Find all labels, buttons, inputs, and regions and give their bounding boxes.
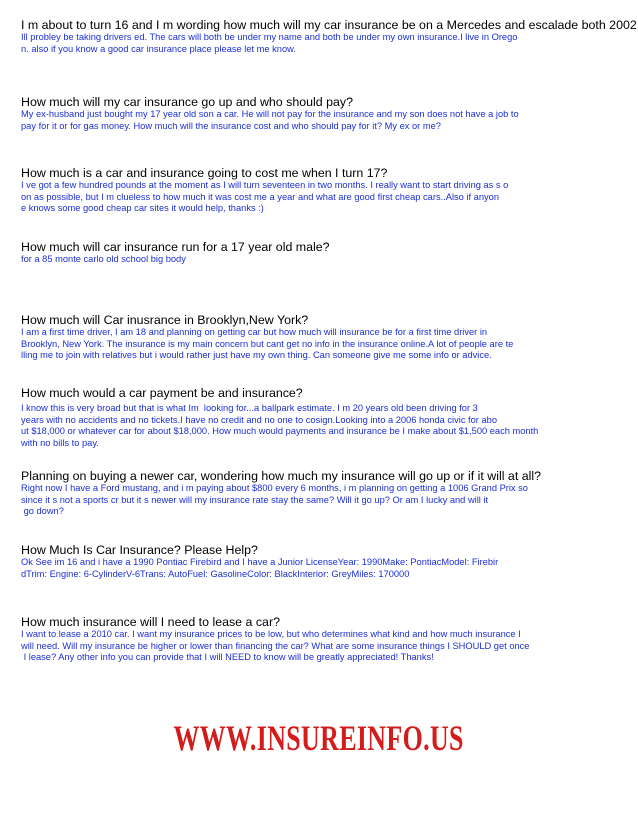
question-text: How much will car insurance run for a 17 year old male? (21, 240, 330, 254)
qa-entry-9 (21, 615, 638, 664)
answer-text: I am a first time driver, I am 18 and planning on getting car but how much will insurance be for a first time driver in Brooklyn, New York. The insurance is my main concern but cant get no info in the insurance online.A lot of people are te lling me to join with relatives but i would rather just have my own thing. Can someone give me some info or advice. (21, 327, 514, 360)
answer-text: Right now I have a Ford mustang, and i m paying about $800 every 6 months, i m planning on getting a 1006 Grand Prix so since it s not a sports cr but it s newer will my insurance rate stay the same? Will it go up? Or am I lucky and will it go down? (21, 483, 528, 516)
qa-entry-1 (21, 18, 638, 55)
question-text: How much insurance will I need to lease a car? (21, 615, 280, 629)
question-text: Planning on buying a newer car, wondering how much my insurance will go up or if it will at all? (21, 469, 541, 483)
answer-text: My ex-husband just bought my 17 year old son a car. He will not pay for the insurance and my son does not have a job to pay for it or for gas money. How much will the insurance cost and who should pay for it? My ex or me? (21, 109, 519, 131)
question-text: How much will my car insurance go up and who should pay? (21, 95, 353, 109)
answer-text: I ve got a few hundred pounds at the moment as I will turn seventeen in two months. I really want to start driving as s o on as possible, but I m clueless to how much it was cost me a year and what are good first cheap cars..Also if anyon e knows some good cheap car sites it would help, thanks :) (21, 180, 509, 213)
answer-text: Ok See im 16 and i have a 1990 Pontiac Firebird and I have a Junior LicenseYear: 1990Make: PontiacModel: Firebir dTrim: Engine: 6-CylinderV-6Trans: AutoFuel: GasolineColor: BlackInterior: GreyMiles: 170000 (21, 557, 499, 579)
qa-entry-2 (21, 95, 638, 132)
question-text: How much will Car inusrance in Brooklyn,New York? (21, 313, 309, 327)
site-footer (0, 708, 638, 768)
answer-text: Ill probley be taking drivers ed. The cars will both be under my name and both be under my own insurance.I live in Orego n. also if you know a good car insurance place please let me know. (21, 32, 518, 54)
site-url-watermark: WWW.INSUREINFO.US (173, 718, 465, 758)
qa-entry-8 (21, 543, 638, 580)
answer-text: for a 85 monte carlo old school big body (21, 254, 186, 264)
answer-text: I know this is very broad but that is what Im looking for...a ballpark estimate. I m 20 years old been driving for 3 years with no accidents and no tickets.I have no credit and no one to cosign.Looking into a 2006 honda civic for abo ut $18,000 or whatever car for about $18,000. How much would payments and insurance be I make about $1,500 each month with no bills to pay. (21, 403, 539, 448)
question-text: I m about to turn 16 and I m wording how much will my car insurance be on a Mercedes and escalade both 2002 (21, 18, 637, 32)
qa-entry-7 (21, 469, 638, 518)
qa-entry-3 (21, 166, 638, 215)
qa-entry-5 (21, 313, 638, 362)
qa-entry-6 (21, 386, 638, 449)
question-text: How Much Is Car Insurance? Please Help? (21, 543, 258, 557)
question-text: How much is a car and insurance going to cost me when I turn 17? (21, 166, 388, 180)
qa-entry-4 (21, 240, 638, 266)
answer-text: I want to lease a 2010 car. I want my insurance prices to be low, but who determines what kind and how much insurance I will need. Will my insurance be higher or lower than financing the car? What are some insurance things I SHOULD get once I lease? Any other info you can provide that I will NEED to know will be greatly appreciated! Thanks! (21, 629, 530, 662)
question-text: How much would a car payment be and insurance? (21, 386, 303, 400)
